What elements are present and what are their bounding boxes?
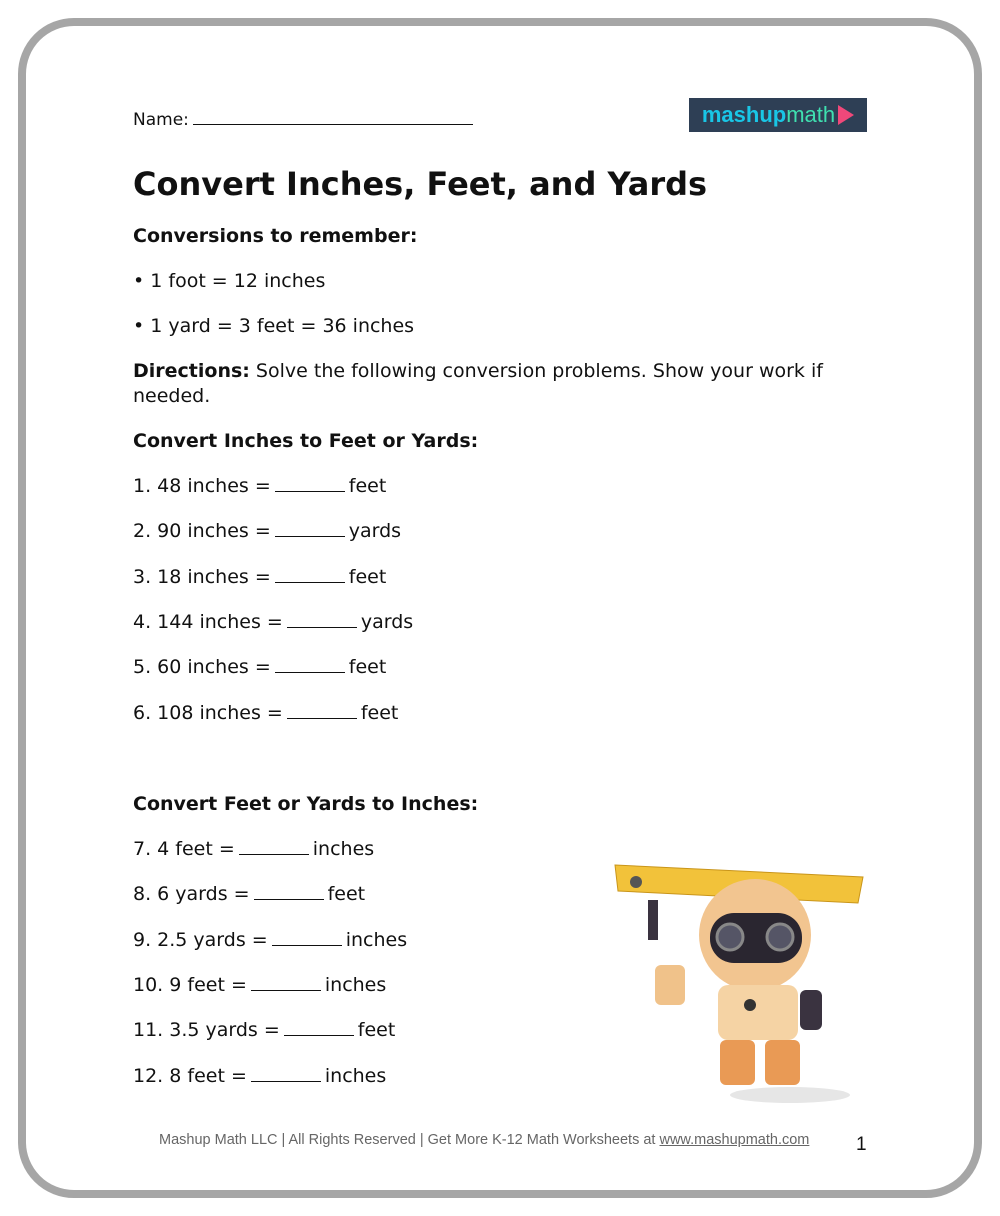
problem-unit: yards — [360, 610, 414, 633]
problem — [133, 1018, 395, 1042]
directions — [133, 359, 823, 383]
problem-unit: inches — [324, 1064, 387, 1087]
problem-unit: feet — [348, 475, 387, 497]
answer-blank[interactable] — [239, 838, 309, 855]
problem-question: 6. 108 inches = — [133, 701, 283, 724]
problem-question: 9. 2.5 yards = — [133, 928, 268, 951]
section1-heading: Convert Inches to Feet or Yards: — [133, 430, 479, 452]
problem-question: 10. 9 feet = — [133, 973, 247, 996]
answer-blank[interactable] — [254, 883, 324, 900]
problem-unit: yards — [348, 520, 402, 543]
problem-unit: feet — [357, 1019, 396, 1042]
page-number: 1 — [856, 1134, 867, 1155]
problem-unit: inches — [345, 928, 408, 951]
answer-blank[interactable] — [287, 611, 357, 628]
problem-unit: inches — [312, 838, 375, 860]
name-label: Name: — [133, 110, 189, 130]
problem — [133, 565, 386, 589]
problem-question: 5. 60 inches = — [133, 656, 271, 679]
answer-blank[interactable] — [287, 702, 357, 719]
problem-unit: feet — [360, 701, 399, 724]
answer-blank[interactable] — [272, 929, 342, 946]
problem-question: 3. 18 inches = — [133, 565, 271, 588]
answer-blank[interactable] — [284, 1019, 354, 1036]
problem-question: 8. 6 yards = — [133, 883, 250, 906]
logo-text-mashup: mashup — [701, 102, 787, 127]
problem-question: 7. 4 feet = — [133, 838, 235, 860]
problem — [133, 519, 401, 543]
problem-unit: inches — [324, 973, 387, 996]
problem-question: 12. 8 feet = — [133, 1064, 247, 1087]
problem-question: 11. 3.5 yards = — [133, 1019, 280, 1042]
answer-blank[interactable] — [251, 1065, 321, 1082]
answer-blank[interactable] — [275, 520, 345, 537]
play-icon — [838, 105, 854, 125]
problem — [133, 973, 386, 997]
problem-unit: feet — [327, 883, 366, 906]
answer-blank[interactable] — [275, 475, 345, 492]
directions-label: Directions: — [133, 360, 250, 382]
problem-question: 4. 144 inches = — [133, 610, 283, 633]
problem — [133, 474, 386, 498]
directions-text-cont: needed. — [133, 385, 211, 407]
conversion-item: • 1 foot = 12 inches — [133, 270, 326, 292]
problem — [133, 1064, 386, 1088]
section2-heading: Convert Feet or Yards to Inches: — [133, 793, 479, 815]
name-line[interactable] — [193, 110, 473, 125]
problem — [133, 701, 398, 725]
problem — [133, 837, 374, 861]
problem — [133, 655, 386, 679]
problem — [133, 928, 407, 952]
name-field[interactable] — [133, 108, 473, 132]
answer-blank[interactable] — [275, 566, 345, 583]
problem — [133, 882, 365, 906]
problem-unit: feet — [348, 656, 387, 679]
robot-holding-ruler-illustration — [610, 855, 870, 1115]
footer-text: Mashup Math LLC | All Rights Reserved | Get More K-12 Math Worksheets at — [159, 1132, 660, 1148]
problem-unit: feet — [348, 565, 387, 588]
footer-link[interactable]: www.mashupmath.com — [659, 1132, 810, 1148]
problem — [133, 610, 413, 634]
problem-question: 2. 90 inches = — [133, 520, 271, 543]
logo-text-math: math — [786, 102, 836, 127]
problem-question: 1. 48 inches = — [133, 475, 271, 497]
answer-blank[interactable] — [275, 656, 345, 673]
directions-text: Solve the following conversion problems. Show your work if — [249, 360, 823, 382]
conversions-heading: Conversions to remember: — [133, 225, 418, 247]
answer-blank[interactable] — [251, 974, 321, 991]
footer — [159, 1132, 809, 1148]
page-title: Convert Inches, Feet, and Yards — [133, 165, 708, 203]
conversion-item: • 1 yard = 3 feet = 36 inches — [133, 315, 415, 337]
mashupmath-logo — [689, 98, 867, 132]
